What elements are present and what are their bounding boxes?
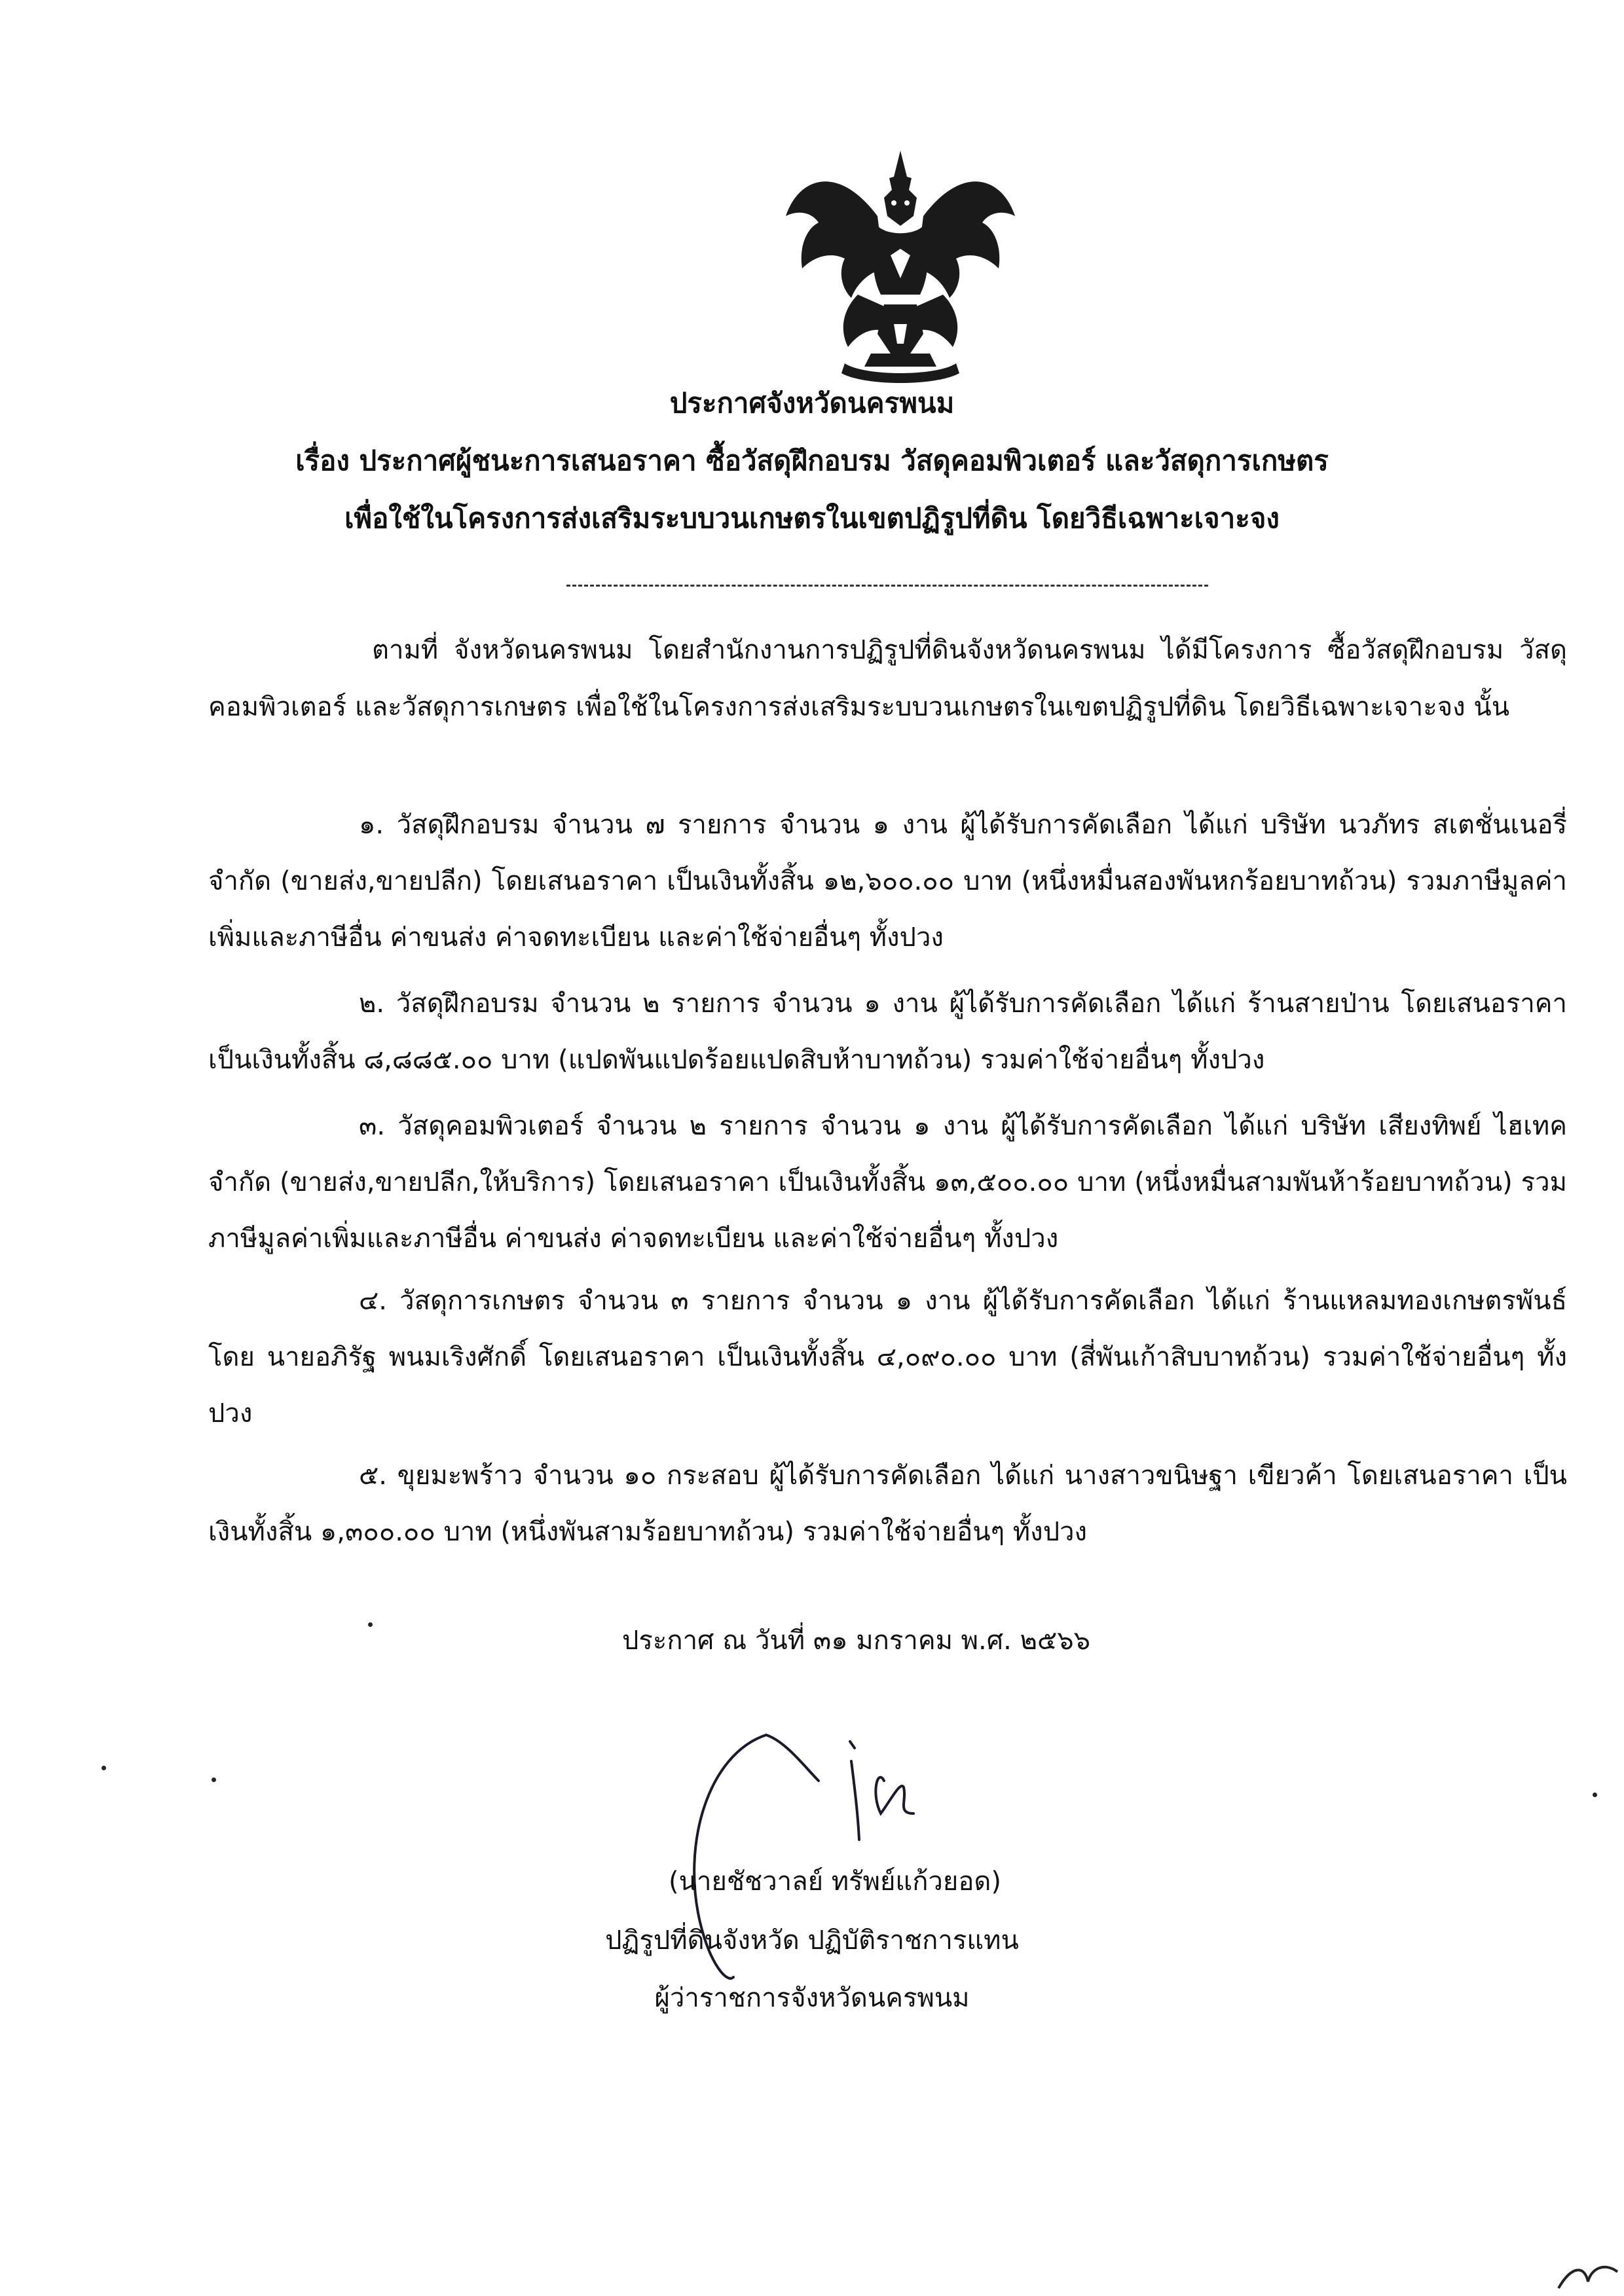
- signer-position-1: ปฏิรูปที่ดินจังหวัด ปฏิบัติราชการแทน: [605, 1925, 1019, 1956]
- list-item: [208, 797, 1567, 966]
- item-5-text: ๕. ขุยมะพร้าว จำนวน ๑๐ กระสอบ ผู้ได้รับการคัดเลือก ได้แก่ นางสาวขนิษฐา เขียวค้า โดยเสนอราคา เป็นเงินทั้งสิ้น ๑,๓๐๐.๐๐ บาท (หนึ่งพันสามร้อยบาทถ้วน) รวมค่าใช้จ่ายอื่นๆ ทั้งปวง: [208, 1461, 1567, 1547]
- subject-line-1: เรื่อง ประกาศผู้ชนะการเสนอราคา ซื้อวัสดุฝึกอบรม วัสดุคอมพิวเตอร์ และวัสดุการเกษตร: [295, 445, 1329, 477]
- corner-handwriting-mark: [1552, 2252, 1624, 2296]
- subject-line-2: เพื่อใช้ในโครงการส่งเสริมระบบวนเกษตรในเขตปฏิรูปที่ดิน โดยวิธีเฉพาะเจาะจง: [344, 502, 1280, 534]
- scan-speck: [368, 1622, 373, 1627]
- item-2-text: ๒. วัสดุฝึกอบรม จำนวน ๒ รายการ จำนวน ๑ งาน ผู้ได้รับการคัดเลือก ได้แก่ ร้านสายป่าน โดยเสนอราคา เป็นเงินทั้งสิ้น ๘,๘๘๕.๐๐ บาท (แปดพันแปดร้อยแปดสิบห้าบาทถ้วน) รวมค่าใช้จ่ายอื่นๆ ทั้งปวง: [208, 989, 1567, 1075]
- signer-name: (นายชัชวาลย์ ทรัพย์แก้วยอด): [669, 1867, 1001, 1897]
- intro-paragraph: [208, 622, 1567, 736]
- dashed-divider: [566, 585, 1208, 587]
- scan-speck: [1593, 1793, 1597, 1797]
- list-item: [208, 1448, 1567, 1560]
- list-item: [208, 1098, 1567, 1267]
- item-3-text: ๓. วัสดุคอมพิวเตอร์ จำนวน ๒ รายการ จำนวน ๑ งาน ผู้ได้รับการคัดเลือก ได้แก่ บริษัท เสียงทิพย์ ไฮเทค จำกัด (ขายส่ง,ขายปลีก,ให้บริการ) โดยเสนอราคา เป็นเงินทั้งสิ้น ๑๓,๕๐๐.๐๐ บาท (หนึ่งหมื่นสามพันห้าร้อยบาทถ้วน) รวมภาษีมูลค่าเพิ่มและภาษีอื่น ค่าขนส่ง ค่าจดทะเบียน และค่าใช้จ่ายอื่นๆ ทั้งปวง: [208, 1111, 1567, 1254]
- intro-text: ตามที่ จังหวัดนครพนม โดยสำนักงานการปฏิรูปที่ดินจังหวัดนครพนม ได้มีโครงการ ซื้อวัสดุฝึกอบรม วัสดุคอมพิวเตอร์ และวัสดุการเกษตร เพื่อใช้ในโครงการส่งเสริมระบบวนเกษตรในเขตปฏิรูปที่ดิน โดยวิธีเฉพาะเจาะจง นั้น: [208, 635, 1567, 722]
- announcement-date: ประกาศ ณ วันที่ ๓๑ มกราคม พ.ศ. ๒๕๖๖: [622, 1626, 1090, 1656]
- page-title: ประกาศจังหวัดนครพนม: [669, 387, 955, 419]
- scan-speck: [212, 1777, 216, 1782]
- list-item: [208, 1273, 1567, 1442]
- scan-speck: [101, 1766, 106, 1770]
- item-4-text: ๔. วัสดุการเกษตร จำนวน ๓ รายการ จำนวน ๑ งาน ผู้ได้รับการคัดเลือก ได้แก่ ร้านแหลมทองเกษตรพันธ์ โดย นายอภิรัฐ พนมเริงศักดิ์ โดยเสนอราคา เป็นเงินทั้งสิ้น ๔,๐๙๐.๐๐ บาท (สี่พันเก้าสิบบาทถ้วน) รวมค่าใช้จ่ายอื่นๆ ทั้งปวง: [208, 1286, 1567, 1429]
- item-1-text: ๑. วัสดุฝึกอบรม จำนวน ๗ รายการ จำนวน ๑ งาน ผู้ได้รับการคัดเลือก ได้แก่ บริษัท นวภัทร สเตชั่นเนอรี่ จำกัด (ขายส่ง,ขายปลีก) โดยเสนอราคา เป็นเงินทั้งสิ้น ๑๒,๖๐๐.๐๐ บาท (หนึ่งหมื่นสองพันหกร้อยบาทถ้วน) รวมภาษีมูลค่าเพิ่มและภาษีอื่น ค่าขนส่ง ค่าจดทะเบียน และค่าใช้จ่ายอื่นๆ ทั้งปวง: [208, 810, 1567, 953]
- list-item: [208, 975, 1567, 1088]
- garuda-emblem-icon: [779, 137, 1022, 386]
- signer-position-2: ผู้ว่าราชการจังหวัดนครพนม: [654, 1983, 970, 2013]
